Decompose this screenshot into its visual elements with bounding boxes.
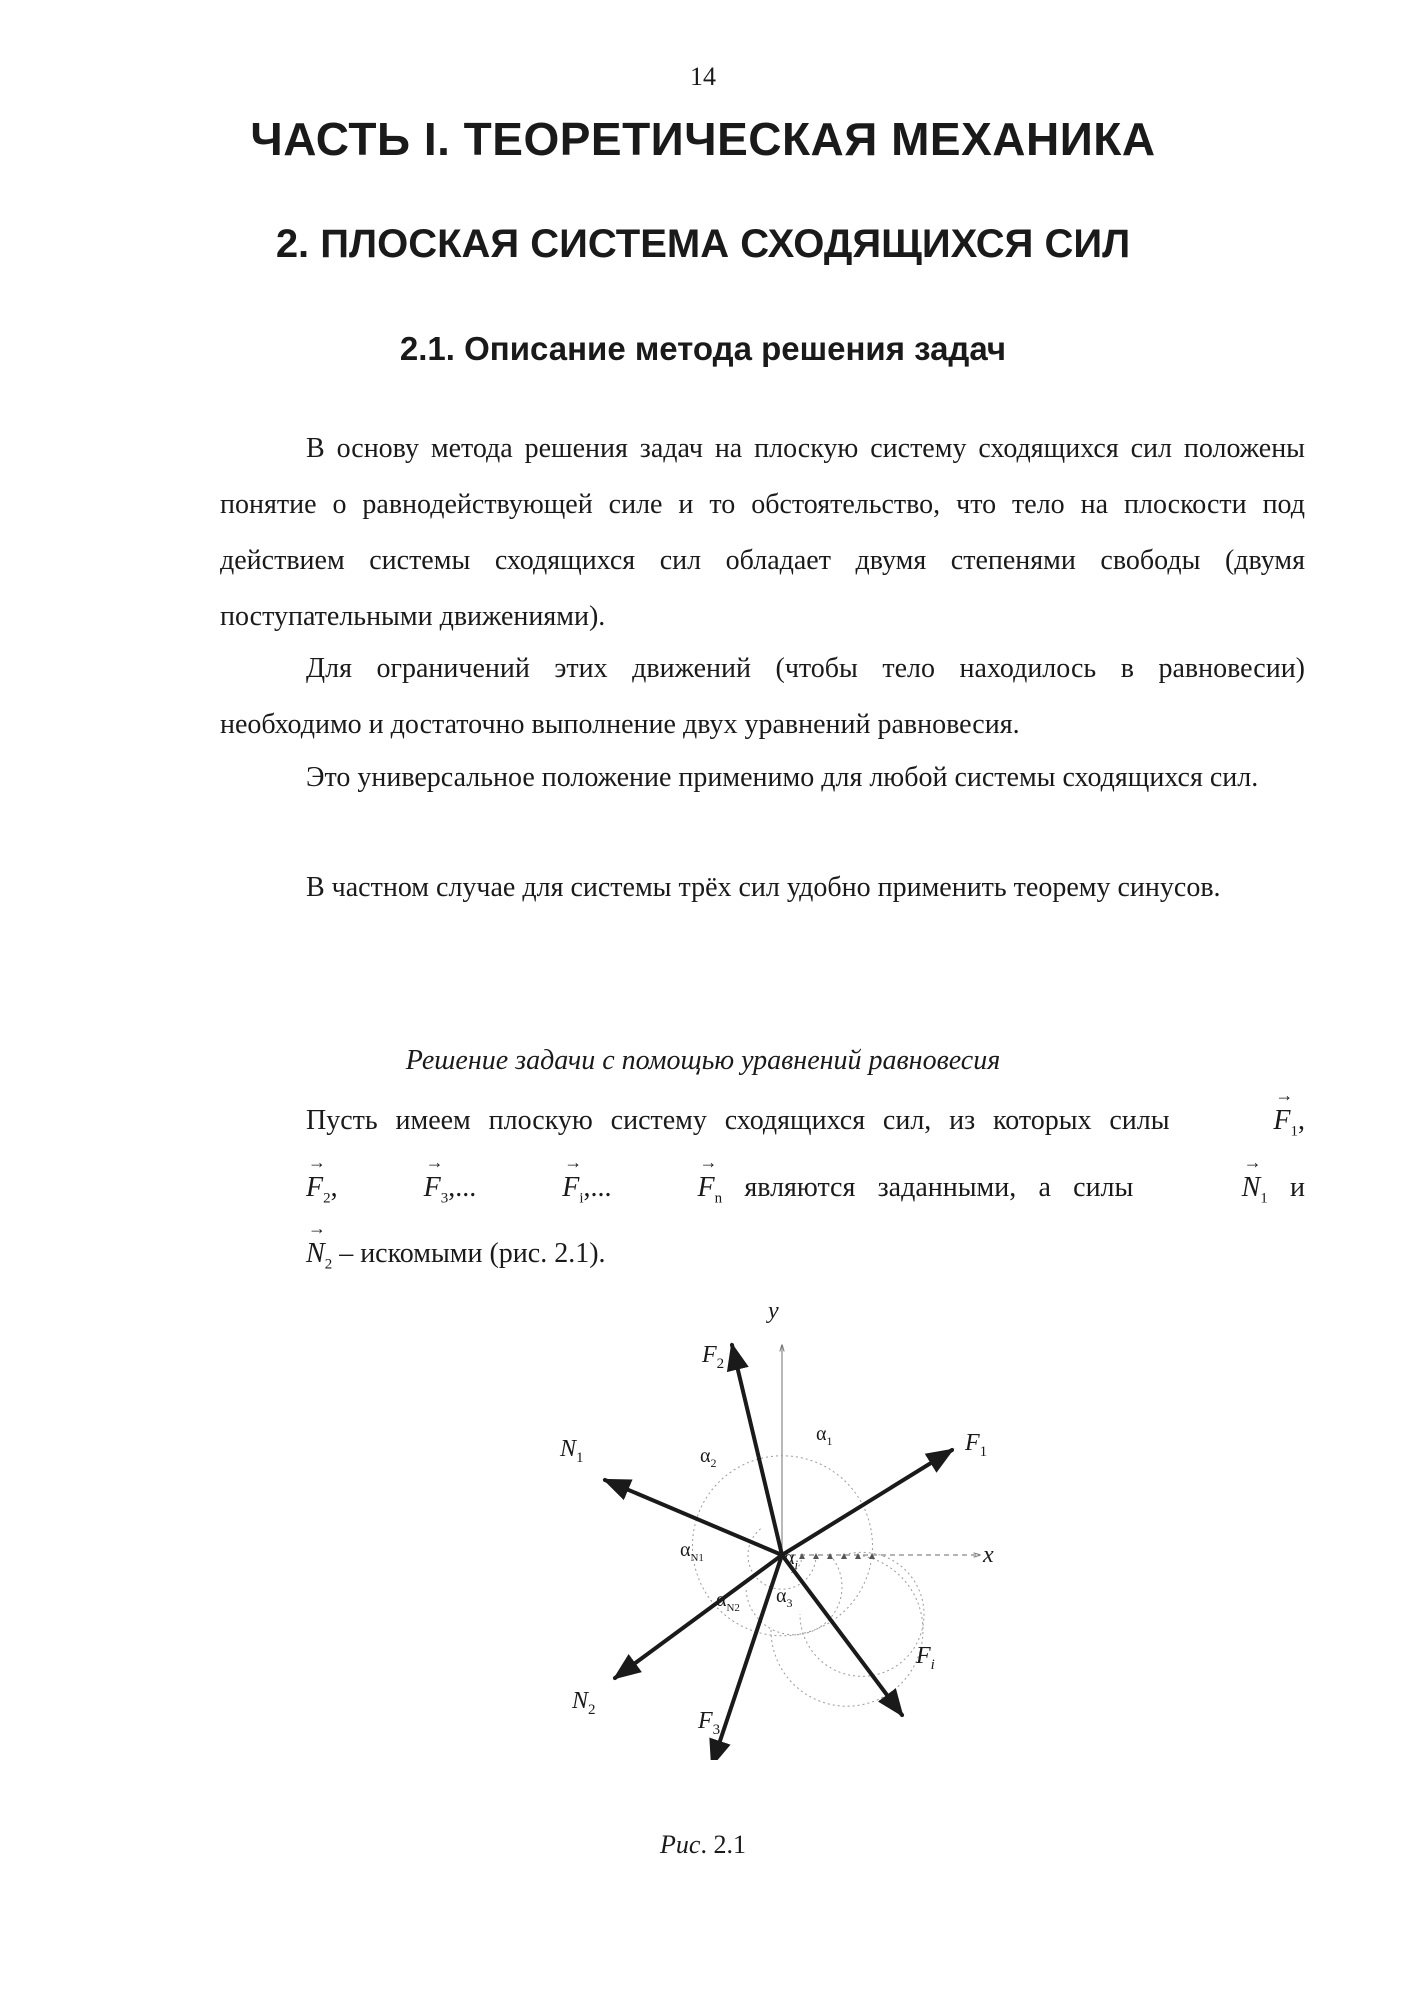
- vector-f3: → $F_3$: [338, 1160, 449, 1227]
- force-fi-arrow: [782, 1555, 902, 1715]
- p5-mid: являются заданными, а силы: [722, 1171, 1156, 1203]
- label-alpha-n1: $\alpha_{N1}$: [680, 1539, 704, 1564]
- chapter-title: 2. ПЛОСКАЯ СИСТЕМА СХОДЯЩИХСЯ СИЛ: [275, 222, 1131, 266]
- label-alpha-n2: $\alpha_{N2}$: [716, 1589, 740, 1614]
- force-f2-arrow: [732, 1345, 782, 1555]
- label-f2: $F_2$: [702, 1342, 725, 1372]
- angle-arcs: [692, 1456, 924, 1706]
- label-fi: $F_i$: [916, 1643, 935, 1673]
- subheading: Решение задачи с помощью уравнений равновесия: [405, 1045, 1001, 1076]
- paragraph-2: Для ограничений этих движений (чтобы тело находилось в равновесии) необходимо и достаточно выполнение двух уравнений равновесия.: [220, 653, 1305, 740]
- label-alpha-2: $\alpha_2$: [700, 1445, 717, 1470]
- label-n1: $N_1$: [560, 1436, 584, 1466]
- vector-f1: → $F_1$: [1187, 1093, 1298, 1160]
- figure-caption: Рис. 2.1: [660, 1830, 746, 1859]
- label-x: x: [983, 1542, 994, 1568]
- vector-fi: → $F_i$: [476, 1160, 583, 1227]
- paragraph-3: Это универсальное положение применимо для любой системы сходящихся сил.: [306, 762, 1259, 793]
- paragraph-1: В основу метода решения задач на плоскую систему сходящихся сил положены понятие о равнодействующей силе и то обстоятельство, что тело на плоскости под действием системы сходящихся сил обладает двумя степенями свободы (двумя поступательными движениями).: [220, 433, 1305, 632]
- label-y: y: [768, 1298, 779, 1324]
- force-n1-arrow: [605, 1480, 782, 1555]
- section-title: 2.1. Описание метода решения задач: [399, 330, 1007, 367]
- vector-n2: → $N_2$: [220, 1226, 332, 1293]
- paragraph-5: Пусть имеем плоскую систему сходящихся сил, из которых силы → $F_1,\to F_2,\to F_3,...\to F_i,...\to F_n$ являются заданными, а силы → $N_1$ $и \to N_2$ – искомыми (рис. 2.1).: [220, 1093, 1305, 1293]
- force-f1-arrow: [782, 1450, 952, 1555]
- vector-f2: → $F_2$: [220, 1160, 331, 1227]
- paragraph-4: В частном случае для системы трёх сил удобно применить теорему синусов.: [306, 872, 1221, 903]
- vector-fn: → $F_n$: [612, 1160, 723, 1227]
- part-title: ЧАСТЬ I. ТЕОРЕТИЧЕСКАЯ МЕХАНИКА: [250, 113, 1156, 165]
- label-f1: $F_1$: [965, 1430, 988, 1460]
- vector-n1: → $N_1$: [1156, 1160, 1268, 1227]
- label-alpha-i: $\alpha_i$: [784, 1547, 799, 1572]
- force-f3-arrow: [712, 1555, 782, 1760]
- label-alpha-3: $\alpha_3$: [776, 1585, 793, 1610]
- force-diagram: [520, 1290, 1040, 1760]
- p5-start: Пусть имеем плоскую систему сходящихся сил, из которых силы: [306, 1105, 1188, 1136]
- label-alpha-1: $\alpha_1$: [816, 1423, 833, 1448]
- label-f3: $F_3$: [698, 1708, 721, 1738]
- force-n2-arrow: [615, 1555, 782, 1678]
- label-n2: $N_2$: [572, 1688, 596, 1718]
- p5-end: – искомыми (рис. 2.1).: [332, 1238, 606, 1270]
- page-number: 14: [690, 62, 716, 91]
